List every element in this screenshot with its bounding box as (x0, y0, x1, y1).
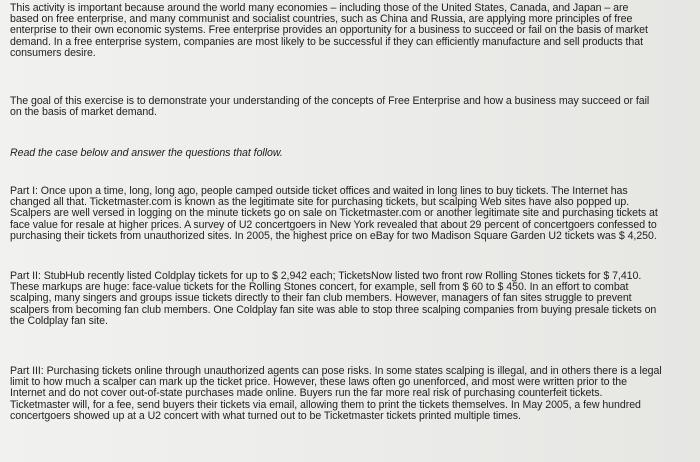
instruction-text: Read the case below and answer the questions that follow. (10, 147, 283, 159)
part-3-paragraph: Part III: Purchasing tickets online through unauthorized agents can pose risks. In some states scalping is illegal, and in others there is a legal limit to how much a scalper can mark up the ticket price. However, these laws often go unenforced, and most were written prior to the Internet and do not cover out-of-state purchases made online. Buyers run the far more real risk of purchasing counterfeit tickets. Ticketmaster will, for a fee, send buyers their tickets via email, allowing them to print the tickets themselves. In May 2005, a few hundred concertgoers showed up at a U2 concert with what turned out to be Ticketmaster tickets printed multiple times. (10, 365, 662, 422)
goal-paragraph: The goal of this exercise is to demonstrate your understanding of the concepts of Free Enterprise and how a business may succeed or fail on the basis of market demand. (10, 95, 650, 119)
intro-paragraph: This activity is important because around the world many economies – including those of the United States, Canada, and Japan – are based on free enterprise, and many communist and socialist countries, such as China and Russia, are applying more principles of free enterprise to their own economic systems. Free enterprise provides an opportunity for a business to succeed or fail on the basis of market demand. In a free enterprise system, companies are most likely to be successful if they can efficiently manufacture and sell products that consumers desire. (10, 2, 648, 59)
part-2-paragraph: Part II: StubHub recently listed Coldplay tickets for up to $ 2,942 each; TicketsNow listed two front row Rolling Stones tickets for $ 7,410. These markups are huge: face-value tickets for the Rolling Stones concert, for example, sell from $ 60 to $ 450. In an effort to combat scalping, many singers and groups issue tickets directly to their fan club members. However, managers of fan sites struggle to prevent scalpers from becoming fan club members. One Coldplay fan site was able to stop three scalping companies from buying presale tickets on the Coldplay fan site. (10, 270, 657, 327)
part-1-paragraph: Part I: Once upon a time, long, long ago, people camped outside ticket offices and waited in long lines to buy tickets. The Internet has changed all that. Ticketmaster.com is known as the legitimate site for purchasing tickets, but scalping Web sites have also popped up. Scalpers are well versed in logging on the minute tickets go on sale on Ticketmaster.com or another legitimate site and purchasing tickets at face value for resale at higher prices. A survey of U2 concertgoers in New York revealed that about 29 percent of concertgoers confessed to purchasing their tickets from unauthorized sites. In 2005, the highest price on eBay for two Madison Square Garden U2 tickets was $ 4,250. (10, 185, 658, 242)
